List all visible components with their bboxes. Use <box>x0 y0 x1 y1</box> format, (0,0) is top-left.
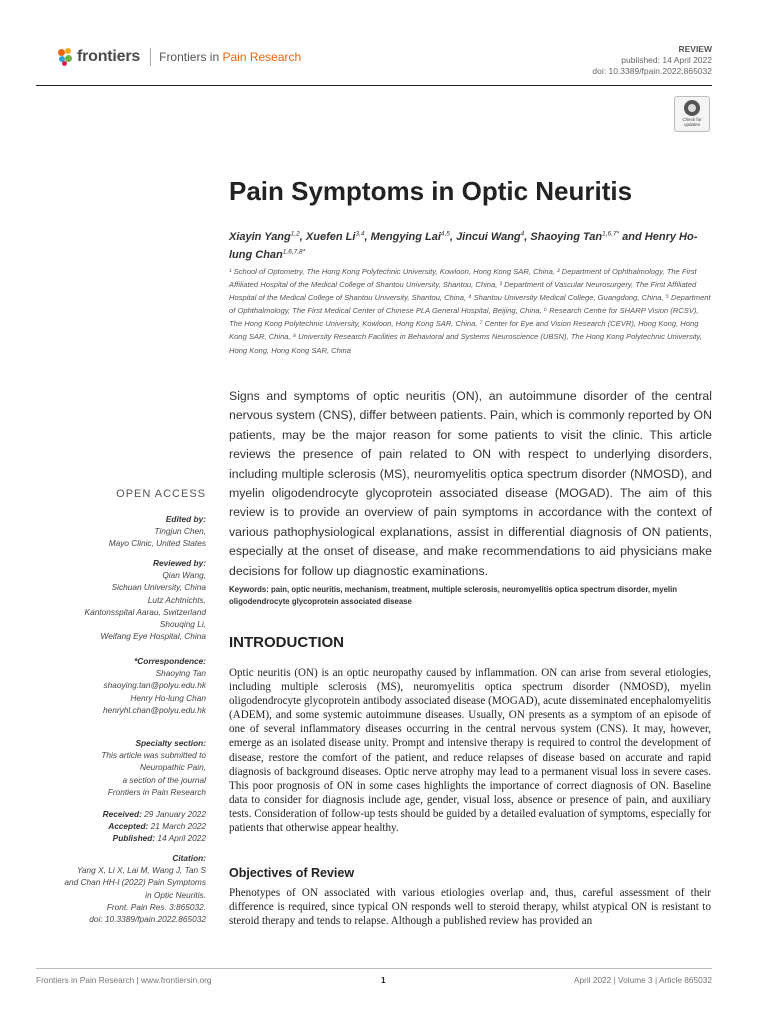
reviewer-line: Lutz Achtnichts, <box>147 594 206 605</box>
sidebar-editor <box>36 513 206 550</box>
check-for-updates-badge[interactable] <box>674 96 710 132</box>
author-name: Jincui Wang <box>456 230 521 243</box>
sidebar-dates <box>36 808 206 845</box>
section-heading-introduction: INTRODUCTION <box>229 634 344 651</box>
received-date <box>36 808 206 820</box>
author-affil-sup: 1,2 <box>290 230 300 237</box>
author-separator: , <box>524 230 531 243</box>
author-separator: , <box>449 230 457 243</box>
received-label: Received: <box>102 809 142 819</box>
sidebar-specialty <box>36 737 206 798</box>
edited-by-label: Edited by: <box>165 514 206 524</box>
accepted-value: 21 March 2022 <box>150 821 206 832</box>
author-affil-sup: 3,4 <box>355 230 365 237</box>
citation-line: Front. Pain Res. 3:865032. <box>106 901 206 912</box>
reviewed-by-label: Reviewed by: <box>152 558 206 568</box>
logo-divider <box>150 48 151 66</box>
author-list <box>229 226 709 263</box>
frontiers-logo-icon <box>58 48 74 66</box>
logo-dot <box>65 48 71 54</box>
correspondence-name: Shaoying Tan <box>155 668 206 679</box>
article-type: REVIEW <box>678 44 712 54</box>
author-separator: and <box>619 230 645 243</box>
specialty-line: This article was submitted to <box>101 750 206 761</box>
author-separator: , <box>364 230 371 243</box>
reviewer-line: Sichuan University, China <box>111 582 206 593</box>
reviewer-line: Shouqing Li, <box>159 619 206 630</box>
journal-name <box>159 50 301 64</box>
abstract: Signs and symptoms of optic neuritis (ON), an autoimmune disorder of the central nervous system (CNS), differ between patients. Pain, which is commonly reported by ON patients, may be the major reason for some patients to visit the clinic. This article reviews the presence of pain related to ON with respect to underlying disorders, including multiple sclerosis (MS), neuromyelitis optica spectrum disorder (NMOSD), and myelin oligodendrocyte glycoprotein associated disease (MOGAD). The aim of this review is to provide an overview of pain symptoms in accordance with the context of various pathophysiological explanations, assist in differential diagnosis of ON patients, especially at the onset of disease, and make recommendations to aid physicians make decisions for follow up diagnostic examinations. <box>229 389 712 578</box>
author-name: Xuefen Li <box>305 230 356 243</box>
frontiers-brand: frontiers <box>77 48 141 65</box>
specialty-line: Neuropathic Pain, <box>140 762 206 773</box>
section-heading-objectives: Objectives of Review <box>229 866 355 880</box>
editor-line: Mayo Clinic, United States <box>108 538 206 549</box>
footer-issue-info: April 2022 | Volume 3 | Article 865032 <box>573 975 712 985</box>
affiliations: ¹ School of Optometry, The Hong Kong Polytechnic University, Kowloon, Hong Kong SAR, China, ² Department of Ophthalmology, The First Affiliated Hospital of the Medical College of Shantou University, Shantou, China, ³ Department of Vascular Neurosurgery, The First Affiliated Hospital of the Medical College of Shantou University, Shantou, China, ⁴ Shantou University Medical College, Guangdong, China, ⁵ Department of Ophthalmology, The First Medical Center of Chinese PLA General Hospital, Beijing, China, ⁶ Research Centre for SHARP Vision (RCSV), The Hong Kong Polytechnic University, Kowloon, Hong Kong SAR, China, ⁷ Center for Eye and Vision Research (CEVR), Hong Kong, Hong Kong SAR, China, ⁸ University Research Facilities in Behavioral and Systems Neuroscience (UBSN), The Hong Kong Polytechnic University, Hong Kong, Hong Kong SAR, China <box>229 267 711 355</box>
specialty-line: a section of the journal <box>122 774 206 785</box>
author[interactable] <box>530 231 644 243</box>
introduction-paragraph: Optic neuritis (ON) is an optic neuropathy caused by inflammation. ON can arise from several etiologies, including multiple sclerosis (MS), neuromyelitis optica spectrum disorder (NMOSD), myelin oligodendrocyte glycoprotein antibody associated disease (MOGAD), acute disseminated encephalomyelitis (ADEM), and some systemic autoimmune diseases. Usually, ON presents as a symptom of an episode of one of several inflammatory diseases occurring in the central nervous system (CNS). It may, however, emerge as an isolated disease unity. Prompt and intensive therapy is required to control the development of disease, restore the comfort of the patient, and reduce relapses of disease based on accurate and rapid diagnosis of background diseases. Optic nerve atrophy may lead to a permanent visual loss in severe cases. This poor prognosis of ON in some cases highlights the importance of correct diagnosis of ON. Baseline data to consider for diagnosis include age, gender, visual loss, absence or presence of pain, and auxiliary tests. Consideration of follow-up tests should be guided by a detailed evaluation of symptoms, especially for patients that otherwise appear healthy. <box>229 667 711 835</box>
reviewer-line: Qian Wang, <box>162 570 206 581</box>
author[interactable] <box>229 231 306 243</box>
author-separator: , <box>299 230 306 243</box>
author-name: Shaoying Tan <box>530 230 603 243</box>
open-access-label: OPEN ACCESS <box>116 488 206 500</box>
specialty-label: Specialty section: <box>135 738 206 748</box>
article-meta <box>592 44 712 77</box>
received-value: 29 January 2022 <box>144 809 206 819</box>
frontiers-logo[interactable] <box>58 48 301 66</box>
author-affil-sup: 1,6,7* <box>602 230 620 237</box>
journal-name-prefix: Frontiers in <box>159 50 223 64</box>
citation-line: and Chan HH-l (2022) Pain Symptoms <box>64 877 206 888</box>
accepted-date <box>36 820 206 832</box>
author-affil-sup: 1,6,7,8* <box>282 248 306 256</box>
author[interactable] <box>306 231 371 243</box>
author-name: Henry Ho-lung Chan <box>229 230 698 262</box>
sidebar-correspondence <box>36 655 206 716</box>
header-rule <box>36 85 712 86</box>
published-date: published: 14 April 2022 <box>621 55 712 65</box>
footer-rule <box>36 968 712 969</box>
published-value: 14 April 2022 <box>157 833 206 844</box>
author-name: Mengying Lai <box>370 230 441 243</box>
article-title: Pain Symptoms in Optic Neuritis <box>229 176 633 206</box>
check-for-updates-label: Check for updates <box>682 117 702 127</box>
citation-line: Yang X, Li X, Lai M, Wang J, Tan S <box>77 865 206 876</box>
author[interactable] <box>371 231 456 243</box>
author[interactable] <box>456 231 530 243</box>
published-label: Published: <box>112 833 156 844</box>
citation-label: Citation: <box>172 853 206 863</box>
citation-doi[interactable]: doi: 10.3389/fpain.2022.865032 <box>89 914 206 925</box>
author-affil-sup: 4,5 <box>440 230 450 237</box>
correspondence-email[interactable]: henryhl.chan@polyu.edu.hk <box>103 704 206 715</box>
logo-dot <box>62 61 67 66</box>
reviewer-line: Weifang Eye Hospital, China <box>100 631 206 642</box>
sidebar-citation <box>36 852 206 925</box>
editor-line: Tingjun Chen, <box>154 526 206 537</box>
citation-line: in Optic Neuritis. <box>145 889 206 900</box>
specialty-line: Frontiers in Pain Research <box>107 786 206 797</box>
journal-name-accent: Pain Research <box>222 50 302 64</box>
keywords: Keywords: pain, optic neuritis, mechanism, treatment, multiple sclerosis, neuromyelitis optica spectrum disorder, myelin oligodendrocyte glycoprotein associated disease <box>229 585 678 607</box>
logo-dot <box>58 49 65 56</box>
correspondence-label: *Correspondence: <box>134 656 206 666</box>
correspondence-name: Henry Ho-lung Chan <box>130 692 206 703</box>
article-doi[interactable]: doi: 10.3389/fpain.2022.865032 <box>592 66 712 76</box>
sidebar-reviewers <box>36 557 206 642</box>
footer-page-number: 1 <box>381 975 386 985</box>
published-date-sidebar <box>36 832 206 844</box>
author-name: Xiayin Yang <box>229 230 291 243</box>
correspondence-email[interactable]: shaoying.tan@polyu.edu.hk <box>103 680 206 691</box>
reviewer-line: Kantonsspital Aarau, Switzerland <box>84 606 206 617</box>
objectives-paragraph: Phenotypes of ON associated with various etiologies overlap and, thus, careful assessment of their difference is required, since typical ON responds well to steroid therapy, whilst atypical ON is resistant to steroid therapy and tends to relapse. Although a published review has provided an <box>229 887 711 928</box>
journal-header <box>58 44 712 88</box>
accepted-label: Accepted: <box>108 821 149 832</box>
author-affil-sup: 4 <box>520 230 525 237</box>
footer-journal-site[interactable]: Frontiers in Pain Research | www.frontiersin.org <box>36 975 212 985</box>
check-for-updates-icon <box>684 100 700 116</box>
